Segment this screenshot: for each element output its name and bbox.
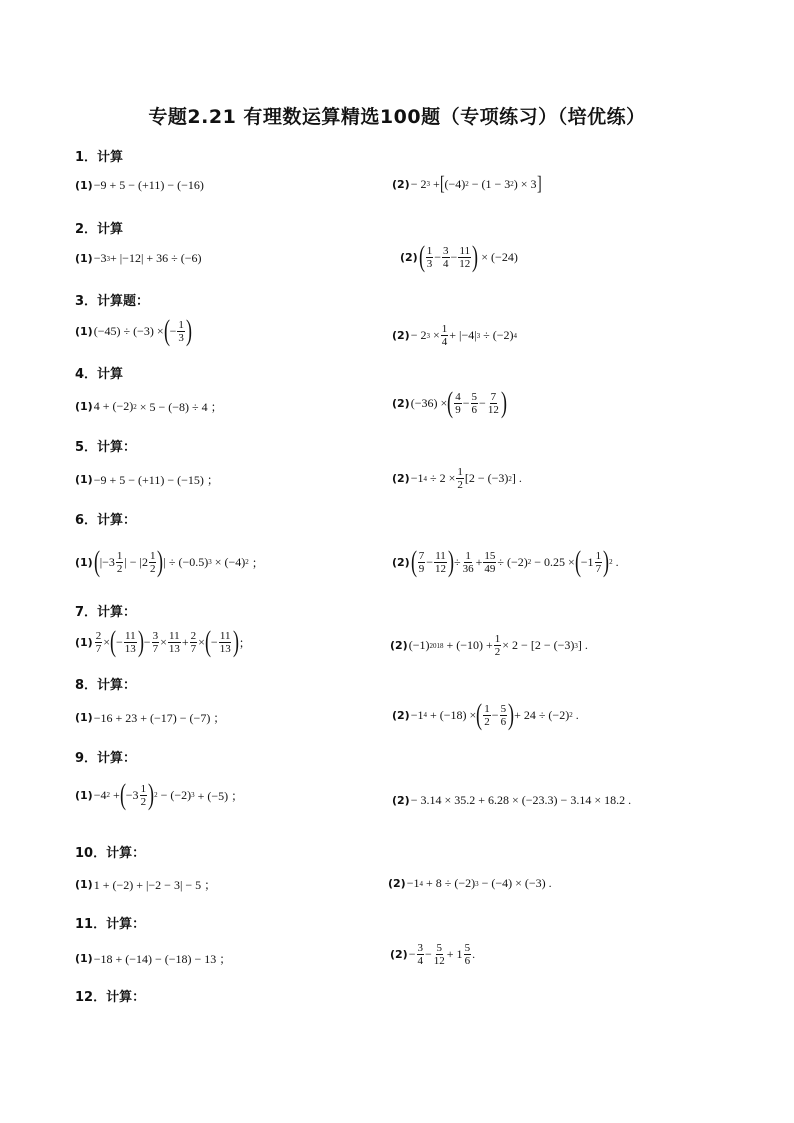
fraction: $\frac{11}{13}$: [168, 629, 180, 655]
expression-seg: + 24 ÷ (−2): [514, 707, 570, 722]
part-label: (2): [392, 555, 410, 569]
expression: −16 + 23 + (−17) − (−7) ；: [93, 711, 226, 725]
q4-part2: (2) (−36) × ( $\frac{4}{9}$ − $\frac{5}{6}$ − $\frac{7}{12}$ ): [392, 386, 507, 419]
expression-seg: −1: [410, 707, 424, 722]
fraction: $\frac{1}{2}$: [494, 633, 501, 658]
expression-seg: −3: [93, 251, 107, 265]
expression-seg: ÷ (−2): [483, 328, 514, 342]
fraction: $\frac{7}{9}$: [418, 549, 425, 575]
expression: 1 + (−2) + |−2 − 3| − 5 ；: [93, 878, 217, 892]
fraction: $\frac{4}{9}$: [455, 390, 461, 416]
fraction: $\frac{1}{3}$: [178, 318, 184, 344]
expression-seg: .: [615, 554, 619, 569]
expression-seg: ÷: [454, 554, 461, 569]
expression-seg: ×: [433, 328, 440, 342]
part-label: (2): [390, 639, 408, 652]
q10-part2: (2) −1 4 + 8 ÷ (−2) 3 − (−4) × (−3) .: [388, 876, 552, 890]
fraction: $\frac{1}{3}$: [426, 244, 433, 270]
expression: − 3.14 × 35.2 + 6.28 × (−23.3) − 3.14 × 18.2 .: [410, 793, 632, 807]
expression-seg: (−36) ×: [410, 395, 448, 410]
q3-part2: (2) − 2 3 × $\frac{1}{4}$ + |−4| 3 ÷ (−2) 4: [392, 323, 517, 348]
expression-seg: .: [472, 947, 476, 961]
fraction: $\frac{11}{13}$: [219, 629, 231, 655]
expression-seg: −: [425, 947, 432, 961]
expression-seg: × 2 − [2 − (−3): [502, 638, 575, 652]
expression-seg: + (−18) ×: [430, 707, 477, 722]
expression-seg: + |−4|: [449, 328, 477, 342]
expression-seg: (−45) ÷ (−3) ×: [93, 323, 164, 338]
fraction: $\frac{1}{36}$: [462, 549, 474, 575]
q7-part1: (1) $\frac{2}{7}$ × ( − $\frac{11}{13}$ ) − $\frac{3}{7}$ × $\frac{11}{13}$ + $\frac{2}{7}$ × ( − $\frac{11}{13}$ ) ；: [75, 625, 251, 658]
expression-seg: + 8 ÷ (−2): [426, 876, 476, 890]
page-title: 专题2.21 有理数运算精选100题（专项练习）（培优练）: [148, 106, 646, 128]
question-11-heading: 11．计算：: [75, 917, 146, 932]
fraction: $\frac{2}{7}$: [190, 629, 197, 655]
q10-part1: [75, 876, 216, 893]
fraction: $\frac{5}{12}$: [433, 942, 445, 967]
expression-seg: ；: [251, 555, 264, 570]
expression-seg: ×: [160, 634, 167, 649]
expression: −9 + 5 − (+11) − (−16): [93, 178, 204, 192]
expression-seg: ÷ (−2): [497, 554, 528, 569]
q9-part1: (1) −4 2 + ( −3 $\frac{1}{2}$ ) 2 − (−2) 3 + (−5) ；: [75, 778, 244, 811]
expression-seg: +: [113, 787, 120, 802]
part-label: (1): [75, 555, 93, 569]
expression-seg: − (−4) × (−3) .: [481, 876, 552, 890]
part-label: (2): [392, 794, 410, 807]
expression-seg: +: [433, 176, 440, 191]
q11-part1: [75, 950, 231, 967]
fraction: $\frac{1}{2}$: [116, 549, 123, 575]
fraction: $\frac{11}{12}$: [459, 244, 471, 270]
q2-part2: (2) ( $\frac{1}{3}$ − $\frac{3}{4}$ − $\frac{11}{12}$ ) × (−24): [400, 240, 518, 273]
part-label: (1): [75, 252, 93, 265]
question-2-heading: 2．计算: [75, 222, 124, 237]
part-label: (1): [75, 788, 93, 802]
part-label: (1): [75, 878, 93, 891]
expression-seg: × 5 − (−8) ÷ 4 ；: [139, 400, 223, 414]
question-3-heading: 3．计算题：: [75, 294, 150, 309]
question-9-heading: 9．计算：: [75, 751, 137, 766]
q8-part1: [75, 709, 225, 726]
expression-seg: − (1 − 3: [471, 176, 511, 191]
expression-seg: [2 − (−3): [464, 471, 509, 485]
fraction: $\frac{3}{4}$: [417, 942, 423, 967]
part-label: (2): [388, 877, 406, 890]
question-7-heading: 7．计算：: [75, 605, 137, 620]
fraction: $\frac{5}{6}$: [471, 390, 478, 416]
expression-seg: −1: [406, 876, 420, 890]
question-8-heading: 8．计算：: [75, 678, 137, 693]
expression-seg: ] .: [511, 471, 522, 485]
part-label: (2): [392, 396, 410, 410]
expression-seg: ] .: [577, 638, 588, 652]
expression-seg: | ÷ (−0.5): [163, 554, 209, 569]
question-6-heading: 6．计算：: [75, 513, 137, 528]
part-label: (1): [75, 179, 93, 192]
q9-part2: [392, 793, 631, 808]
question-12-heading: 12．计算：: [75, 990, 146, 1005]
q2-part1: (1) −3 3 + |−12| + 36 ÷ (−6): [75, 251, 202, 265]
expression-seg: −: [408, 947, 416, 961]
expression-seg: ×: [198, 634, 205, 649]
expression-seg: +: [475, 554, 483, 569]
q7-part2: (2) (−1) 2018 + (−10) + $\frac{1}{2}$ × 2 − [2 − (−3) 3 ] .: [390, 633, 588, 658]
expression-seg: ) × 3: [513, 176, 537, 191]
expression-seg: − 0.25 ×: [534, 554, 575, 569]
expression-seg: (−4): [444, 176, 466, 191]
expression-seg: − 2: [410, 176, 427, 191]
expression: −9 + 5 − (+11) − (−15) ；: [93, 473, 219, 487]
expression-seg: −: [143, 634, 151, 649]
part-label: (1): [75, 324, 93, 338]
q11-part2: [390, 942, 475, 967]
q5-part1: [75, 471, 219, 488]
expression-seg: + (−10) +: [446, 638, 493, 652]
question-5-heading: 5．计算：: [75, 440, 137, 455]
expression-seg: ；: [238, 635, 251, 650]
fraction: $\frac{1}{2}$: [140, 782, 147, 808]
expression-seg: + |−12| + 36 ÷ (−6): [110, 251, 202, 265]
q1-part2: (2) − 2 3 + [ (−4) 2 − (1 − 3 2 ) × 3 ]: [392, 173, 542, 195]
q6-part2: (2) ( $\frac{7}{9}$ − $\frac{11}{12}$ ) ÷ $\frac{1}{36}$ + $\frac{15}{49}$ ÷ (−2) 2 − 0.25 × ( −1 $\frac{1}{7}$ ) 2 .: [392, 545, 619, 578]
expression-seg: + 1: [446, 947, 463, 961]
part-label: (1): [75, 952, 93, 965]
expression: −18 + (−14) − (−18) − 13 ；: [93, 952, 232, 966]
fraction: $\frac{3}{4}$: [443, 244, 449, 270]
fraction: $\frac{2}{7}$: [95, 629, 102, 655]
expression-seg: |−3: [99, 554, 115, 569]
fraction: $\frac{7}{12}$: [487, 390, 499, 416]
expression-seg: − 2: [410, 328, 427, 342]
expression-seg: + (−5) ；: [197, 788, 244, 803]
fraction: $\frac{1}{2}$: [484, 702, 490, 728]
expression-seg: .: [575, 707, 579, 722]
q3-part1: (1) (−45) ÷ (−3) × ( − $\frac{1}{3}$ ): [75, 314, 192, 347]
expression-seg: ÷ 2 ×: [430, 471, 456, 485]
part-label: (2): [400, 250, 418, 264]
expression-seg: − (−2): [160, 787, 192, 802]
expression-seg: ×: [103, 634, 110, 649]
part-label: (2): [392, 472, 410, 485]
question-4-heading: 4．计算: [75, 367, 124, 382]
expression-seg: × (−24): [481, 249, 518, 264]
question-10-heading: 10．计算：: [75, 846, 146, 861]
part-label: (1): [75, 400, 93, 413]
part-label: (1): [75, 473, 93, 486]
expression-seg: (−1): [408, 638, 430, 652]
fraction: $\frac{1}{7}$: [595, 549, 602, 575]
expression-seg: 4 + (−2): [93, 399, 134, 413]
fraction: $\frac{5}{6}$: [500, 702, 507, 728]
q5-part2: (2) −1 4 ÷ 2 × $\frac{1}{2}$ [2 − (−3) 2 ] .: [392, 466, 522, 491]
part-label: (1): [75, 711, 93, 724]
expression-seg: −1: [410, 471, 424, 485]
expression-seg: × (−4): [214, 554, 246, 569]
part-label: (2): [392, 177, 410, 191]
question-1-heading: 1．计算: [75, 150, 124, 165]
expression-seg: −4: [93, 787, 107, 802]
fraction: $\frac{1}{4}$: [441, 323, 448, 348]
fraction: $\frac{1}{2}$: [149, 549, 156, 575]
q6-part1: (1) ( |−3 $\frac{1}{2}$ | − |2 $\frac{1}{2}$ ) | ÷ (−0.5) 3 × (−4) 2 ；: [75, 545, 264, 578]
part-label: (2): [392, 708, 410, 722]
q8-part2: (2) −1 4 + (−18) × ( $\frac{1}{2}$ − $\frac{5}{6}$ ) + 24 ÷ (−2) 2 .: [392, 698, 579, 731]
fraction: $\frac{1}{2}$: [457, 466, 463, 491]
q4-part1: (1) 4 + (−2) 2 × 5 − (−8) ÷ 4 ；: [75, 399, 223, 414]
fraction: $\frac{5}{6}$: [464, 942, 471, 967]
expression-seg: | − |2: [124, 554, 148, 569]
part-label: (2): [390, 948, 408, 961]
expression-seg: +: [181, 634, 189, 649]
fraction: $\frac{15}{49}$: [484, 549, 496, 575]
fraction: $\frac{11}{13}$: [124, 629, 136, 655]
fraction: $\frac{3}{7}$: [152, 629, 159, 655]
fraction: $\frac{11}{12}$: [435, 549, 446, 575]
part-label: (2): [392, 329, 410, 342]
q1-part1: [75, 178, 204, 193]
part-label: (1): [75, 635, 93, 649]
